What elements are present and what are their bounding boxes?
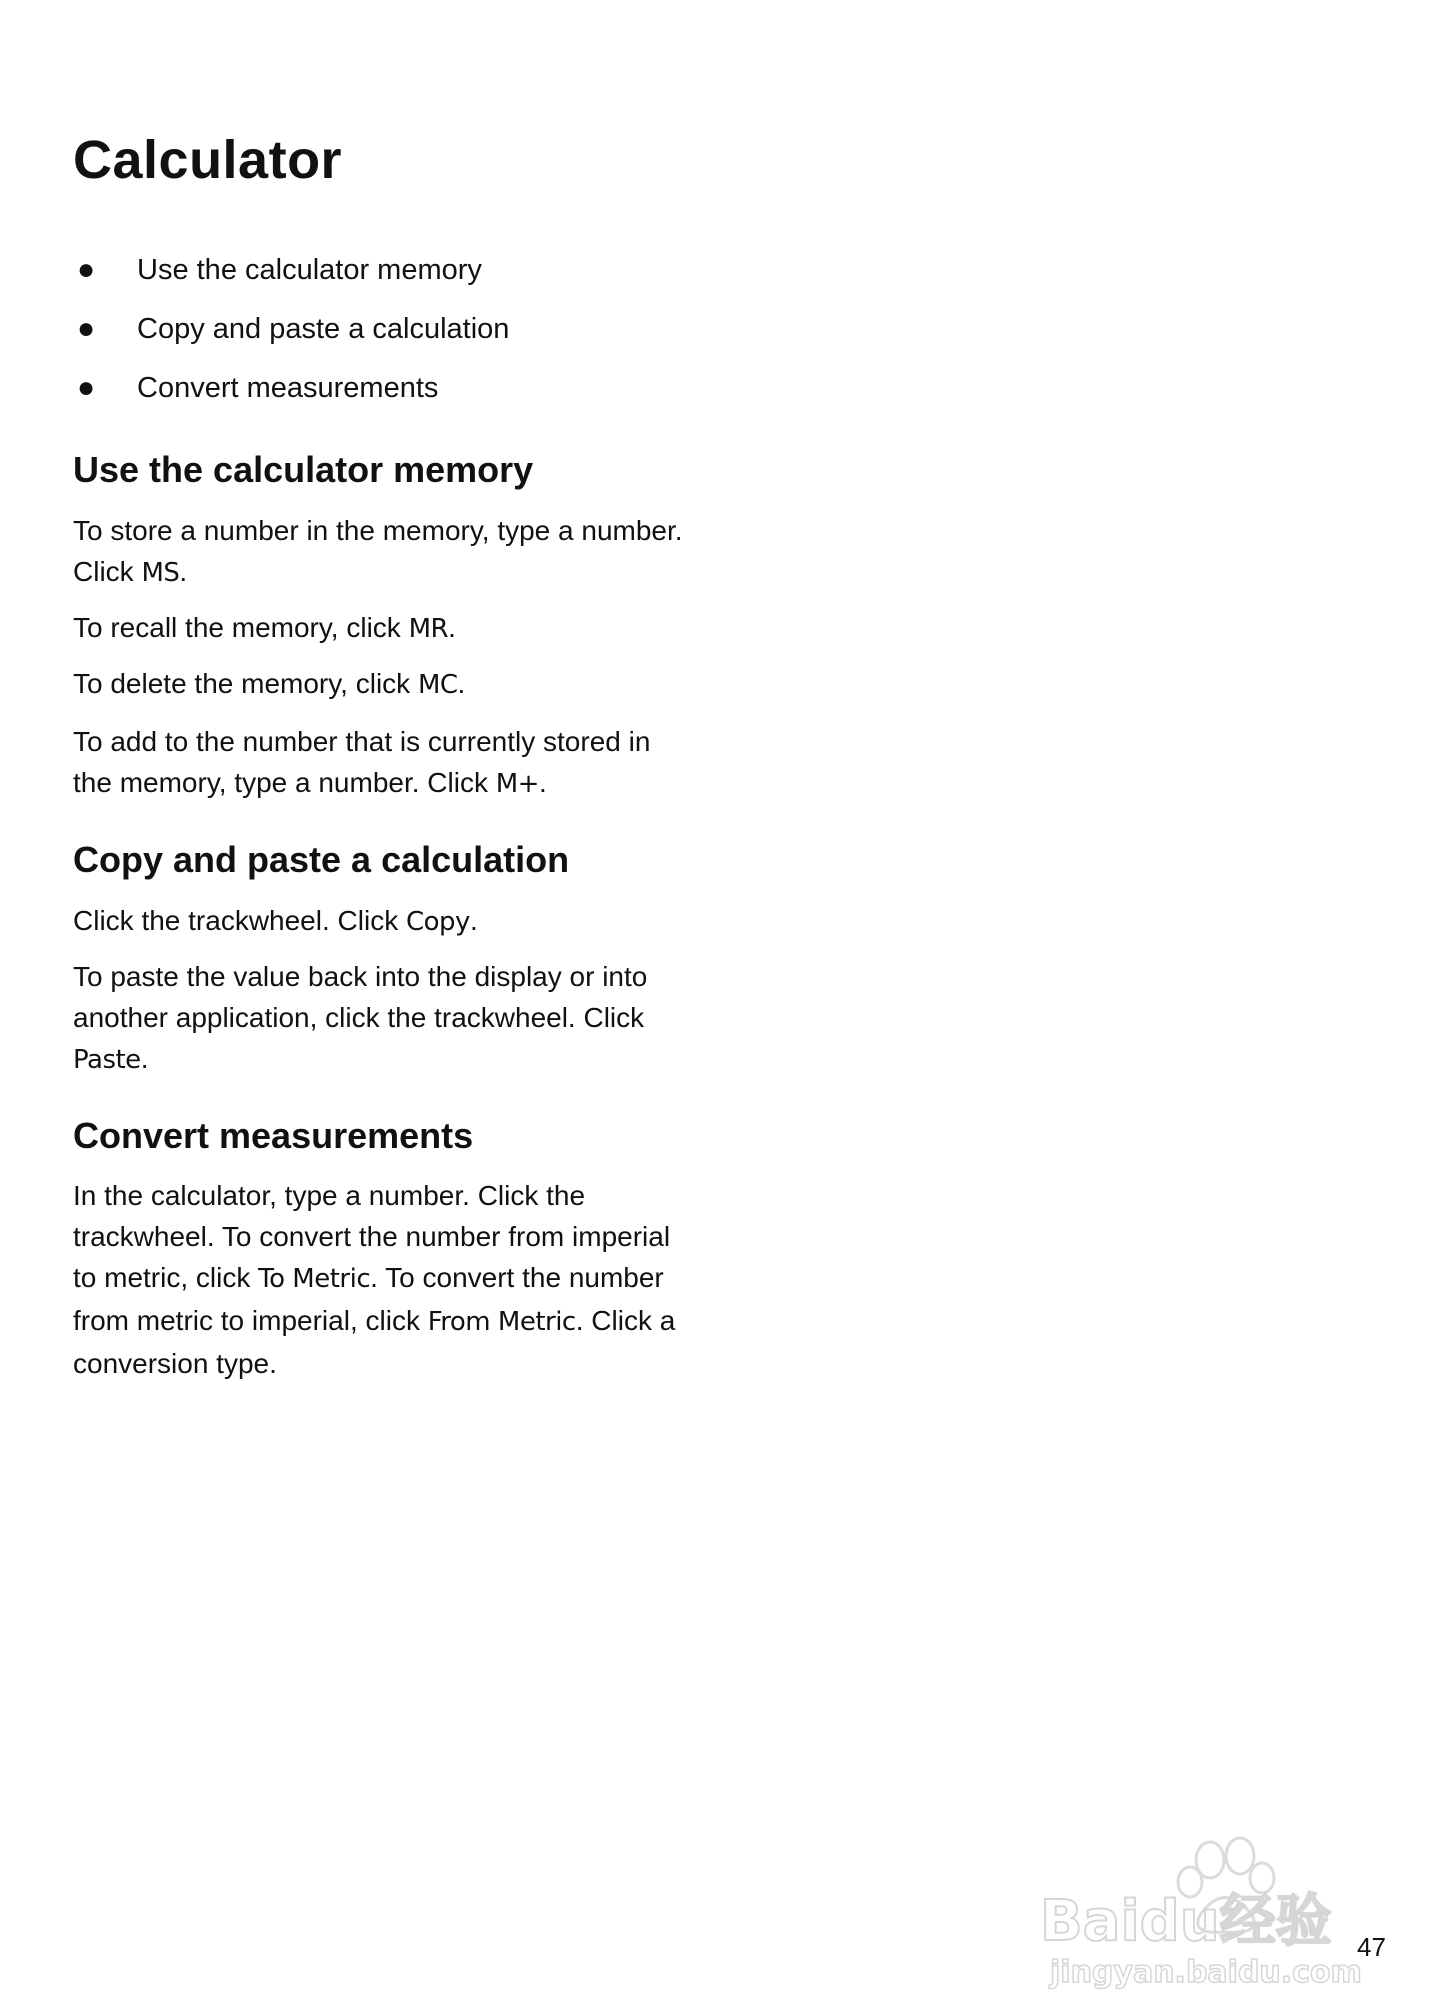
from-metric-term: From Metric bbox=[427, 1307, 576, 1337]
ms-term: MS bbox=[141, 558, 180, 588]
mr-term: MR bbox=[408, 614, 449, 644]
topic-list-item bbox=[73, 304, 773, 363]
paragraph-text: . bbox=[140, 1043, 149, 1074]
topic-list-item-label: Convert measurements bbox=[137, 372, 439, 404]
copy-term: Copy bbox=[405, 907, 470, 937]
topic-list bbox=[73, 245, 773, 422]
topic-list-item-label: Use the calculator memory bbox=[137, 254, 482, 286]
topic-list-item bbox=[73, 363, 773, 422]
topic-list-item bbox=[73, 245, 773, 304]
to-metric-term: To Metric bbox=[258, 1264, 371, 1294]
bullet-icon: ● bbox=[77, 371, 96, 404]
page-title: Calculator bbox=[73, 130, 343, 190]
paragraph-text: To paste the value back into the display or into another application, click the trackwheel. Click bbox=[73, 961, 648, 1033]
page-number: 47 bbox=[1357, 1932, 1386, 1962]
watermark-brand: Baidu经验 bbox=[1040, 1889, 1332, 1954]
convert-paragraph bbox=[73, 1175, 693, 1384]
memory-store-paragraph bbox=[73, 510, 693, 594]
watermark-url: jingyan.baidu.com bbox=[1050, 1955, 1362, 1990]
paragraph-text: In the calculator, type a number. Click the trackwheel. To convert the number from imperial to metric, click bbox=[73, 1180, 671, 1293]
memory-section-heading: Use the calculator memory bbox=[73, 449, 534, 490]
paste-paragraph bbox=[73, 956, 693, 1081]
paragraph-text: . bbox=[448, 612, 456, 643]
paragraph-text: Click the trackwheel. Click bbox=[73, 905, 406, 936]
bullet-icon: ● bbox=[77, 312, 96, 345]
bullet-icon: ● bbox=[77, 253, 96, 286]
paragraph-text: To store a number in the memory, type a number. Click bbox=[73, 515, 683, 587]
paragraph-text: . bbox=[179, 556, 188, 587]
mc-term: MC bbox=[417, 670, 458, 700]
memory-recall-paragraph bbox=[73, 607, 693, 650]
copy-section-heading: Copy and paste a calculation bbox=[73, 839, 570, 880]
baidu-watermark bbox=[1030, 1820, 1390, 1990]
memory-add-paragraph bbox=[73, 721, 693, 805]
paragraph-text: To add to the number that is currently stored in the memory, type a number. Click bbox=[73, 726, 651, 798]
copy-paragraph bbox=[73, 900, 693, 943]
m-plus-term: M+ bbox=[495, 769, 539, 799]
paragraph-text: . bbox=[469, 905, 478, 936]
topic-list-item-label: Copy and paste a calculation bbox=[137, 313, 510, 345]
paragraph-text: To recall the memory, click bbox=[73, 612, 409, 643]
paragraph-text: . bbox=[457, 668, 466, 699]
paragraph-text: . Click a conversion type. bbox=[73, 1305, 676, 1379]
paragraph-text: . To convert the number from metric to imperial, click bbox=[73, 1262, 664, 1336]
paste-term: Paste bbox=[73, 1045, 141, 1075]
convert-section-heading: Convert measurements bbox=[73, 1115, 474, 1156]
memory-delete-paragraph bbox=[73, 663, 693, 706]
paragraph-text: . bbox=[538, 767, 547, 798]
paragraph-text: To delete the memory, click bbox=[73, 668, 418, 699]
